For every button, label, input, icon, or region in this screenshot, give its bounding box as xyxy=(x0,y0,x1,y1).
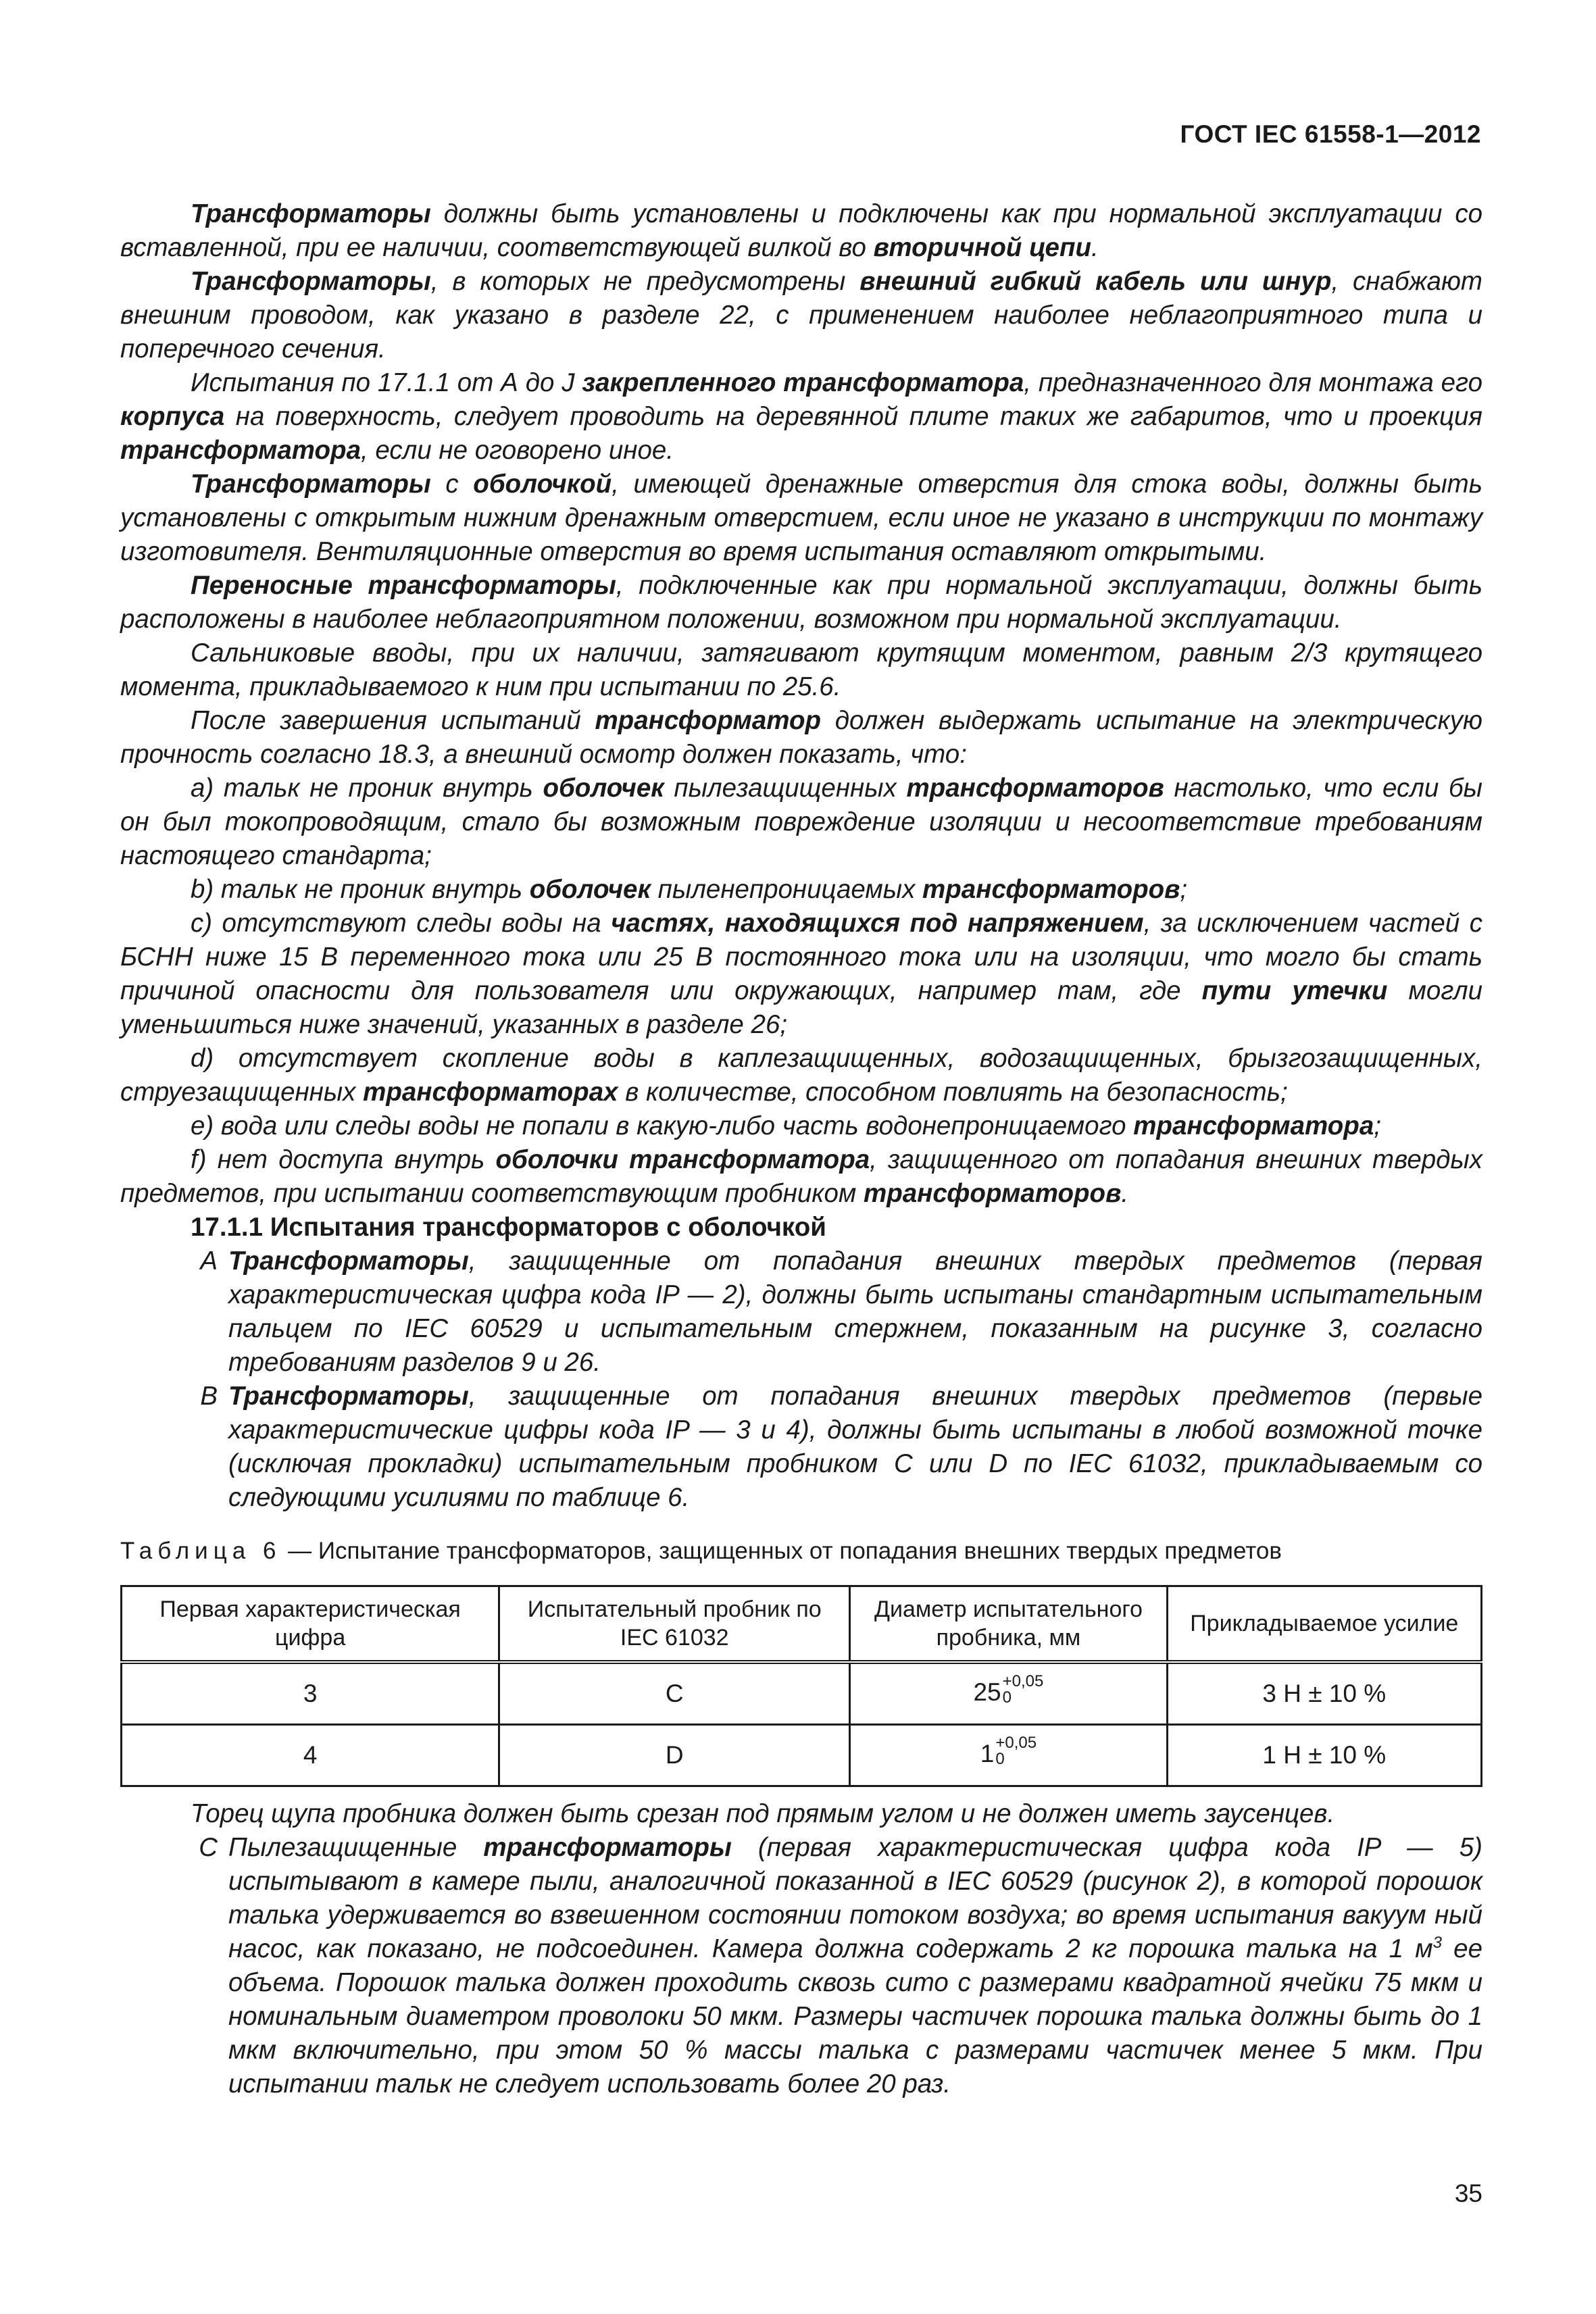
term-bold: оболочек xyxy=(529,875,651,904)
paragraph-pb xyxy=(120,873,1482,907)
text-run: , защищенного от попадания внешних твердых предметов, при испытании соответствующим пробником xyxy=(120,1145,1483,1208)
test-items xyxy=(120,1244,1482,1515)
text-run: ее объема. Порошок талька должен проходить сквозь сито с размерами квадратной ячейки 75 мкм и номинальным диаметром проволоки 50 мкм. Размеры частичек порошка талька должны быть до 1 мкм включительно, при этом 50 % массы талька с размерами частичек менее 5 мкм. При испытании тальк не следует использовать более 20 раз. xyxy=(228,1934,1482,2098)
text-run: . xyxy=(1121,1179,1129,1208)
item-content xyxy=(228,1380,1482,1515)
text-run: должен выдержать испытание на электрическую прочность согласно 18.3, а внешний осмотр должен показать, что: xyxy=(120,706,1482,769)
text-run: , снабжают внешним проводом, как указано в разделе 22, с применением наиболее неблагоприятного типа и поперечного сечения. xyxy=(120,267,1482,363)
text-run: пыленепроницаемых xyxy=(650,875,923,904)
probe-note: Торец щупа пробника должен быть срезан под прямым углом и не должен иметь заусенцев. xyxy=(191,1799,1335,1828)
text-run: Испытания по 17.1.1 от А до J xyxy=(191,368,582,397)
text-run: пылезащищенных xyxy=(664,774,907,803)
table-caption-text: — Испытание трансформаторов, защищенных от попадания внешних твердых предметов xyxy=(281,1538,1282,1564)
item-content xyxy=(228,1831,1482,2101)
item-b xyxy=(120,1380,1482,1515)
table-header-row xyxy=(122,1586,1482,1663)
tolerance-upper: +0,05 xyxy=(995,1734,1037,1752)
text-run: , защищенные от попадания внешних твердых предметов (первая характеристическая цифра кода IP — 2), должны быть испытаны стандартным испытательным пальцем по IEC 60529 и испытательным стержнем, показанным на рисунке 3, согласно требованиям разделов 9 и 26. xyxy=(228,1247,1482,1377)
text-run: Пылезащищенные xyxy=(228,1833,484,1862)
term-bold: вторичной цепи xyxy=(873,233,1091,262)
paragraph-p2 xyxy=(120,265,1482,366)
paragraph-pa xyxy=(120,772,1482,873)
term-bold: трансформатор xyxy=(595,706,822,735)
item-content xyxy=(228,1244,1482,1380)
table-row xyxy=(122,1725,1482,1786)
header-diameter: Диаметр испытательного пробника, мм xyxy=(850,1586,1167,1663)
tolerance xyxy=(1003,1674,1044,1706)
item-a xyxy=(120,1244,1482,1380)
text-run: с xyxy=(430,470,474,499)
text-run: a) тальк не проник внутрь xyxy=(191,774,543,803)
header-force: Прикладываемое усилие xyxy=(1167,1586,1481,1663)
tolerance-lower: 0 xyxy=(995,1750,1005,1768)
text-run: ; xyxy=(1374,1111,1381,1140)
term-bold: пути утечки xyxy=(1201,976,1388,1005)
term-bold: Трансформаторы xyxy=(228,1382,469,1411)
text-run: b) тальк не проник внутрь xyxy=(191,875,530,904)
document-code: ГОСТ IEC 61558-1—2012 xyxy=(1180,120,1481,148)
term-bold: частях, находящихся под напряжением xyxy=(611,909,1144,938)
paragraph-pf xyxy=(120,1143,1482,1211)
text-run: могли уменьшиться ниже значений, указанных в разделе 26; xyxy=(120,976,1482,1039)
header-first-digit: Первая характеристическая цифра xyxy=(122,1586,499,1663)
item-mark: A xyxy=(200,1247,218,1276)
term-bold: внешний гибкий кабель или шнур xyxy=(859,267,1332,296)
text-run: d) отсутствует скопление воды в каплезащищенных, водозащищенных, брызгозащищенных, струезащищенных xyxy=(120,1044,1482,1107)
cell-probe: C xyxy=(499,1662,850,1725)
term-bold: трансформаторов xyxy=(863,1179,1122,1208)
text-run: c) отсутствуют следы воды на xyxy=(191,909,612,938)
cell-diameter xyxy=(850,1662,1167,1725)
paragraph-pd xyxy=(120,1042,1482,1109)
header-probe: Испытательный пробник по IEC 61032 xyxy=(499,1586,850,1663)
paragraph-p3 xyxy=(120,366,1482,468)
diameter-value: 25 xyxy=(973,1678,1001,1706)
term-bold: трансформаторах xyxy=(363,1078,618,1107)
text-run: на поверхность, следует проводить на деревянной плите таких же габаритов, что и проекция xyxy=(224,402,1482,431)
paragraph-p1 xyxy=(120,197,1482,265)
paragraph-p5 xyxy=(120,569,1482,636)
text-run: , в которых не предусмотрены xyxy=(430,267,860,296)
page-number: 35 xyxy=(1454,2180,1482,2207)
item-c xyxy=(120,1831,1482,2101)
term-bold: трансформаторы xyxy=(483,1833,732,1862)
text-run: настолько, что если бы он был токопроводящим, стало бы возможным повреждение изоляции и несоответствие требованиям настоящего стандарта; xyxy=(120,774,1483,870)
term-bold: трансформатора xyxy=(120,436,361,465)
term-bold: Трансформаторы xyxy=(191,267,431,296)
superscript: 3 xyxy=(1432,1934,1442,1953)
paragraphs xyxy=(120,197,1482,1211)
text-run: Сальниковые вводы, при их наличии, затягивают крутящим моментом, равным 2/3 крутящего момента, прикладываемого к ним при испытании по 25.6. xyxy=(120,638,1482,701)
item-mark: B xyxy=(200,1382,218,1411)
text-run: , защищенные от попадания внешних твердых предметов (первые характеристические цифры кода IP — 3 и 4), должны быть испытаны в любой возможной точке (исключая прокладки) испытательным пробником C или D по IEC 61032, прикладываемым со следующими усилиями по таблице 6. xyxy=(228,1382,1482,1512)
term-bold: оболочкой xyxy=(473,470,612,499)
tolerance-lower: 0 xyxy=(1002,1688,1012,1707)
paragraph-p4 xyxy=(120,468,1482,569)
paragraph-pe xyxy=(120,1109,1482,1143)
after-table-text xyxy=(120,1797,1482,2101)
cell-digit: 4 xyxy=(122,1725,499,1786)
paragraph-p7 xyxy=(120,704,1482,772)
cell-digit: 3 xyxy=(122,1662,499,1725)
term-bold: оболочки трансформатора xyxy=(495,1145,870,1174)
cell-probe: D xyxy=(499,1725,850,1786)
main-text xyxy=(120,197,1482,1515)
term-bold: трансформаторов xyxy=(922,875,1180,904)
cell-force: 1 Н ± 10 % xyxy=(1167,1725,1481,1786)
cell-diameter xyxy=(850,1725,1167,1786)
term-bold: закрепленного трансформатора xyxy=(582,368,1024,397)
text-run: , за исключением частей с БСНН ниже 15 В переменного тока или 25 В постоянного тока или на изоляции, что могло бы стать причиной опасности для пользователя или окружающих, например там, где xyxy=(120,909,1482,1005)
term-bold: трансформатора xyxy=(1133,1111,1374,1140)
term-bold: Трансформаторы xyxy=(228,1247,469,1276)
text-run: ; xyxy=(1180,875,1188,904)
table-row xyxy=(122,1662,1482,1725)
text-run: , если не оговорено иное. xyxy=(360,436,674,465)
text-run: в количестве, способном повлиять на безопасность; xyxy=(618,1078,1288,1107)
text-run: , подключенные как при нормальной эксплуатации, должны быть расположены в наиболее неблагоприятном положении, возможном при нормальной эксплуатации. xyxy=(120,571,1482,634)
item-mark: C xyxy=(199,1833,218,1862)
table-caption xyxy=(120,1536,1482,1566)
table-caption-label: Таблица 6 xyxy=(120,1538,282,1564)
tolerance xyxy=(995,1735,1037,1767)
term-bold: оболочек xyxy=(543,774,664,803)
term-bold: Трансформаторы xyxy=(191,470,431,499)
text-run: e) вода или следы воды не попали в какую-либо часть водонепроницаемого xyxy=(191,1111,1134,1140)
paragraph-p6 xyxy=(120,636,1482,704)
text-run: , имеющей дренажные отверстия для стока воды, должны быть установлены с открытым нижним дренажным отверстием, если иное не указано в инструкции по монтажу изготовителя. Вентиляционные отверстия во время испытания оставляют открытыми. xyxy=(120,470,1482,566)
diameter-value: 1 xyxy=(980,1739,995,1767)
term-bold: трансформаторов xyxy=(906,774,1164,803)
term-bold: Переносные трансформаторы xyxy=(191,571,616,600)
text-run: (первая характеристическая цифра кода IP — 5) испытывают в камере пыли, аналогичной показанной в IEC 60529 (рисунок 2), в которой порошок талька удерживается во взвешенном состоянии потоком воздуха; во время испытания вакуум ный насос, как показано, не подсоединен. Камера должна содержать 2 кг порошка талька на 1 м xyxy=(228,1833,1482,1963)
text-run: После завершения испытаний xyxy=(191,706,595,735)
term-bold: корпуса xyxy=(120,402,225,431)
text-run: . xyxy=(1091,233,1099,262)
cell-force: 3 Н ± 10 % xyxy=(1167,1662,1481,1725)
term-bold: Трансформаторы xyxy=(191,199,431,228)
text-run: , предназначенного для монтажа его xyxy=(1024,368,1482,397)
tolerance-upper: +0,05 xyxy=(1002,1672,1044,1690)
paragraph-pc xyxy=(120,907,1482,1042)
text-run: должны быть установлены и подключены как при нормальной эксплуатации со вставленной, при ее наличии, соответствующей вилкой во xyxy=(120,199,1482,262)
section-heading: 17.1.1 Испытания трансформаторов с оболочкой xyxy=(191,1213,826,1242)
text-run: f) нет доступа внутрь xyxy=(191,1145,496,1174)
table-6 xyxy=(120,1585,1482,1787)
